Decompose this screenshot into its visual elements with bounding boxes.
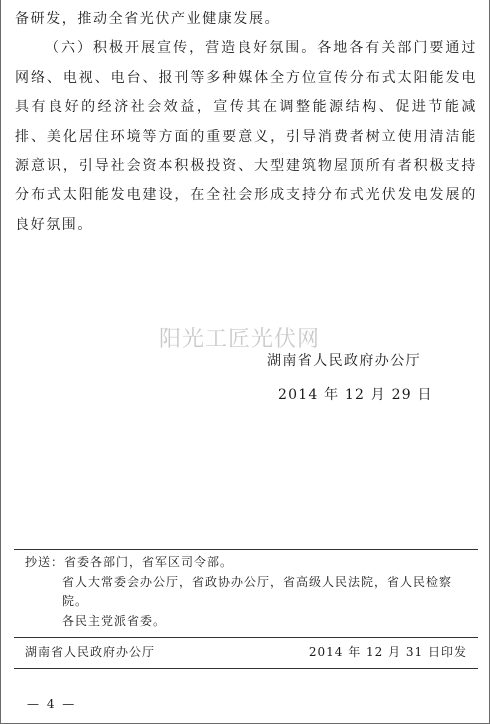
footer-rule xyxy=(14,668,478,669)
page-number: — 4 — xyxy=(27,697,77,711)
print-date: 2014 年 12 月 31 日印发 xyxy=(308,645,467,659)
signature-date: 2014 年 12 月 29 日 xyxy=(278,387,433,403)
cc-top-rule xyxy=(14,549,478,550)
cc-bottom-rule xyxy=(14,637,478,638)
watermark: 阳光工匠光伏网 xyxy=(159,327,321,352)
cc-line-3: 各民主党派省委。 xyxy=(62,613,167,628)
cc-block xyxy=(25,553,470,631)
body-text xyxy=(15,5,477,240)
cc-line-2: 省人大常委会办公厅，省政协办公厅，省高级人民法院，省人民检察院。 xyxy=(62,574,453,608)
paragraph-continuation: 备研发，推动全省光伏产业健康发展。 xyxy=(15,11,281,27)
paragraph-publicity: （六）积极开展宣传，营造良好氛围。各地各有关部门要通过网络、电视、电台、报刊等多种媒体全方位宣传分布式太阳能发电具有良好的经济社会效益，宣传其在调整能源结构、促进节能减排、美化居住环境等方面的重要意义，引导消费者树立使用清洁能源意识，引导社会资本积极投资、大型建筑物屋顶所有者积极支持分布式太阳能发电建设，在全社会形成支持分布式光伏发电发展的良好氛围。 xyxy=(15,40,477,233)
cc-label: 抄送： xyxy=(25,555,65,569)
cc-line-1: 省委各部门，省军区司令部。 xyxy=(64,555,234,569)
issuer: 湖南省人民政府办公厅 xyxy=(25,645,156,659)
cc-row-1 xyxy=(25,553,470,573)
signature-org: 湖南省人民政府办公厅 xyxy=(267,353,421,369)
